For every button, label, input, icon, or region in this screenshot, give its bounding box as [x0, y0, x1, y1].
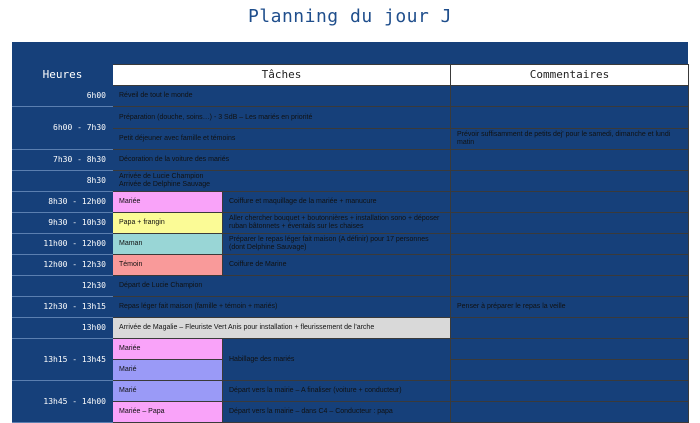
- comment-cell: [451, 339, 689, 360]
- time-cell: 12h30: [13, 276, 113, 297]
- comment-cell: [451, 192, 689, 213]
- table-row: [13, 381, 689, 402]
- task-cell: Départ vers la mairie – A finaliser (voiture + conducteur): [223, 381, 451, 402]
- comment-cell: Penser à préparer le repas la veille: [451, 297, 689, 318]
- time-cell: 6h00: [13, 86, 113, 107]
- time-cell: 12h30 - 13h15: [13, 297, 113, 318]
- time-cell: 9h30 - 10h30: [13, 213, 113, 234]
- header-commentaires: Commentaires: [451, 65, 689, 86]
- task-cell: Préparation (douche, soins…) - 3 SdB – Les mariés en priorité: [113, 107, 451, 129]
- comment-cell: [451, 213, 689, 234]
- task-cell: Départ de Lucie Champion: [113, 276, 451, 297]
- time-cell: 6h00 - 7h30: [13, 107, 113, 150]
- table-row: [13, 86, 689, 107]
- table-row: [13, 150, 689, 171]
- arrival-line: Arrivée de Lucie Champion: [119, 173, 204, 180]
- comment-cell: [451, 234, 689, 255]
- time-cell: 12h00 - 12h30: [13, 255, 113, 276]
- person-cell: Marié: [113, 381, 223, 402]
- table-row: [13, 234, 689, 255]
- header-heures: Heures: [13, 65, 113, 86]
- comment-cell: Prévoir suffisamment de petits dej' pour le samedi, dimanche et lundi matin: [451, 129, 689, 150]
- comment-cell: [451, 107, 689, 129]
- time-cell: 13h15 - 13h45: [13, 339, 113, 381]
- table-row: [13, 213, 689, 234]
- task-cell: Aller chercher bouquet + boutonnières + installation sono + déposer ruban bâtonnets + éventails sur les chaises: [223, 213, 451, 234]
- person-cell: Marié: [113, 360, 223, 381]
- table-row: [13, 402, 689, 423]
- task-cell: Repas léger fait maison (famille + témoin + mariés): [113, 297, 451, 318]
- time-cell: 7h30 - 8h30: [13, 150, 113, 171]
- person-cell: Maman: [113, 234, 223, 255]
- comment-cell: [451, 318, 689, 339]
- person-cell: Papa + frangin: [113, 213, 223, 234]
- person-cell: Mariée: [113, 339, 223, 360]
- table-row: [13, 171, 689, 192]
- comment-cell: [451, 276, 689, 297]
- task-cell: Départ vers la mairie – dans C4 – Conducteur : papa: [223, 402, 451, 423]
- comment-cell: [451, 150, 689, 171]
- table-row: [13, 318, 689, 339]
- comment-cell: [451, 171, 689, 192]
- task-cell: [113, 171, 451, 192]
- person-cell: Témoin: [113, 255, 223, 276]
- table-row: [13, 107, 689, 129]
- planning-table: [12, 64, 689, 423]
- table-header-row: [13, 65, 689, 86]
- task-cell: Coiffure de Marine: [223, 255, 451, 276]
- task-cell: Habillage des mariés: [223, 339, 451, 381]
- task-cell: Réveil de tout le monde: [113, 86, 451, 107]
- table-row: [13, 276, 689, 297]
- person-cell: Mariée – Papa: [113, 402, 223, 423]
- table-row: [13, 297, 689, 318]
- table-row: [13, 339, 689, 360]
- page-title: Planning du jour J: [247, 6, 453, 27]
- table-row: [13, 255, 689, 276]
- table-row: [13, 129, 689, 150]
- task-cell: Petit déjeuner avec famille et témoins: [113, 129, 451, 150]
- task-cell: Coiffure et maquillage de la mariée + manucure: [223, 192, 451, 213]
- time-cell: 11h00 - 12h00: [13, 234, 113, 255]
- time-cell: 8h30 - 12h00: [13, 192, 113, 213]
- comment-cell: [451, 86, 689, 107]
- time-cell: 13h45 - 14h00: [13, 381, 113, 423]
- person-cell: Mariée: [113, 192, 223, 213]
- header-taches: Tâches: [113, 65, 451, 86]
- task-cell: Décoration de la voiture des mariés: [113, 150, 451, 171]
- task-cell: Arrivée de Magalie – Fleuriste Vert Anis pour installation + fleurissement de l'arche: [113, 318, 451, 339]
- comment-cell: [451, 402, 689, 423]
- arrival-line: Arrivée de Delphine Sauvage: [119, 181, 211, 188]
- time-cell: 8h30: [13, 171, 113, 192]
- comment-cell: [451, 381, 689, 402]
- comment-cell: [451, 255, 689, 276]
- table-row: [13, 192, 689, 213]
- task-cell: Préparer le repas léger fait maison (A définir) pour 17 personnes (dont Delphine Sauvage): [223, 234, 451, 255]
- comment-cell: [451, 360, 689, 381]
- time-cell: 13h00: [13, 318, 113, 339]
